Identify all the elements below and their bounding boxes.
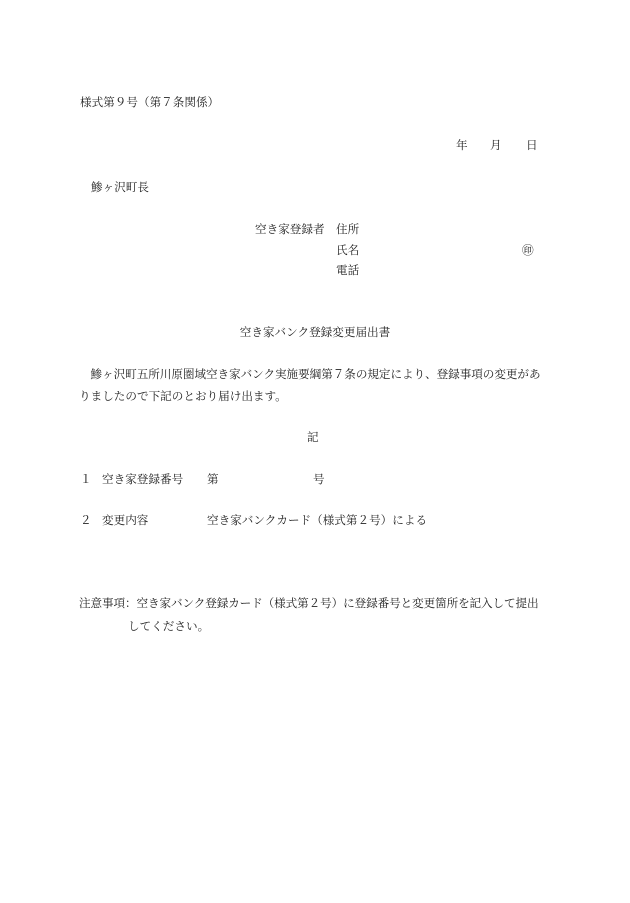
applicant-label: 空き家登録者 xyxy=(255,223,325,236)
body-line-2: りましたので下記のとおり届け出ます。 xyxy=(79,390,287,403)
date-month: 月 xyxy=(490,139,502,152)
note-line-2: してください。 xyxy=(128,620,210,633)
item-2-number: ２ xyxy=(80,514,92,527)
addressee: 鯵ヶ沢町長 xyxy=(91,181,149,194)
note-line-1: 注意事項：空き家バンク登録カード（様式第２号）に登録番号と変更箇所を記入して提出 xyxy=(79,597,539,610)
form-number: 様式第９号（第７条関係） xyxy=(80,96,220,109)
item-2-value: 空き家バンクカード（様式第２号）による xyxy=(207,514,428,527)
date-year: 年 xyxy=(456,139,468,152)
item-1-suffix: 号 xyxy=(313,473,325,486)
item-2-label: 変更内容 xyxy=(102,514,149,527)
document-title: 空き家バンク登録変更届出書 xyxy=(239,326,391,339)
ki-heading: 記 xyxy=(307,431,319,444)
item-1-number: １ xyxy=(80,473,92,486)
body-line-1: 鯵ヶ沢町五所川原圏域空き家バンク実施要綱第７条の規定により、登録事項の変更があ xyxy=(79,368,541,381)
item-1-label: 空き家登録番号 xyxy=(102,473,184,486)
name-label: 氏名 xyxy=(336,244,360,257)
item-1-prefix: 第 xyxy=(207,473,219,486)
seal-mark: ㊞ xyxy=(522,244,534,257)
phone-label: 電話 xyxy=(336,264,360,277)
address-label: 住所 xyxy=(336,223,360,236)
date-day: 日 xyxy=(526,139,538,152)
